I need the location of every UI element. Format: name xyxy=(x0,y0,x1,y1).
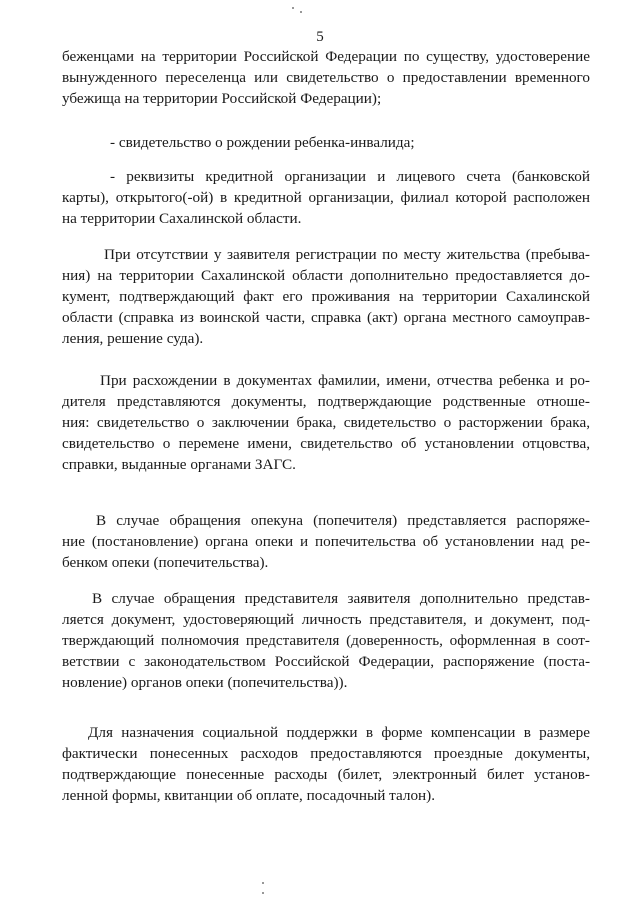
text-line: При расхождении в документах фамилии, имени, отчества ребенка и ро- xyxy=(100,372,590,389)
text-line: подтверждающие понесенные расходы (билет, электронный билет установ- xyxy=(62,766,590,783)
text-line: на территории Сахалинской области. xyxy=(62,210,302,227)
scan-speck xyxy=(262,892,264,894)
list-item-birth-certificate xyxy=(110,132,590,153)
paragraph-guardian xyxy=(62,510,590,573)
text-line: дителя представляются документы, подтверждающие родственные отноше- xyxy=(62,393,590,410)
scan-speck xyxy=(292,7,294,9)
text-line: В случае обращения представителя заявителя дополнительно представ- xyxy=(92,590,590,607)
text-line: ние (постановление) органа опеки и попечительства об установлении над ре- xyxy=(62,533,590,550)
scan-speck xyxy=(300,11,302,13)
text-line: - реквизиты кредитной организации и лицевого счета (банковской xyxy=(110,168,590,185)
paragraph-refugee-documents xyxy=(62,46,590,109)
text-line: В случае обращения опекуна (попечителя) представляется распоряже- xyxy=(96,512,590,529)
text-line: ленной формы, квитанции об оплате, посадочный талон). xyxy=(62,787,436,804)
text-line: ния: свидетельство о заключении брака, свидетельство о расторжении брака, xyxy=(62,414,590,431)
scan-speck xyxy=(262,882,264,884)
text-line: ветствии с законодательством Российской Федерации, распоряжение (поста- xyxy=(62,653,590,670)
text-line: кумент, подтверждающий факт его проживания на территории Сахалинской xyxy=(62,288,590,305)
paragraph-representative xyxy=(62,588,590,693)
text-line: свидетельство о перемене имени, свидетельство об установлении отцовства, xyxy=(62,435,590,452)
text-line: ния) на территории Сахалинской области дополнительно предоставляется до- xyxy=(62,267,590,284)
paragraph-no-registration xyxy=(62,244,590,349)
text-line: бенком опеки (попечительства). xyxy=(62,554,269,571)
text-line: справки, выданные органами ЗАГС. xyxy=(62,456,296,473)
text-line: области (справка из воинской части, справка (акт) органа местного самоуправ- xyxy=(62,309,590,326)
paragraph-compensation xyxy=(62,722,590,806)
list-item-bank-details xyxy=(62,166,590,229)
text-line: беженцами на территории Российской Федерации по существу, удостоверение xyxy=(62,48,590,65)
text-line: - свидетельство о рождении ребенка-инвалида; xyxy=(110,134,415,151)
text-line: карты), открытого(-ой) в кредитной организации, филиал которой расположен xyxy=(62,189,590,206)
text-line: При отсутствии у заявителя регистрации по месту жительства (пребыва- xyxy=(104,246,590,263)
text-line: новление) органов опеки (попечительства)). xyxy=(62,674,348,691)
text-line: тверждающий полномочия представителя (доверенность, оформленная в соот- xyxy=(62,632,590,649)
text-line: убежища на территории Российской Федерации); xyxy=(62,90,382,107)
page-number: 5 xyxy=(316,29,324,45)
text-line: Для назначения социальной поддержки в форме компенсации в размере xyxy=(88,724,590,741)
text-line: фактически понесенных расходов предоставляются проездные документы, xyxy=(62,745,590,762)
text-line: ляется документ, удостоверяющий личность представителя, и документ, под- xyxy=(62,611,590,628)
paragraph-name-discrepancy xyxy=(62,370,590,475)
text-line: вынужденного переселенца или свидетельство о предоставлении временного xyxy=(62,69,590,86)
text-line: ления, решение суда). xyxy=(62,330,204,347)
